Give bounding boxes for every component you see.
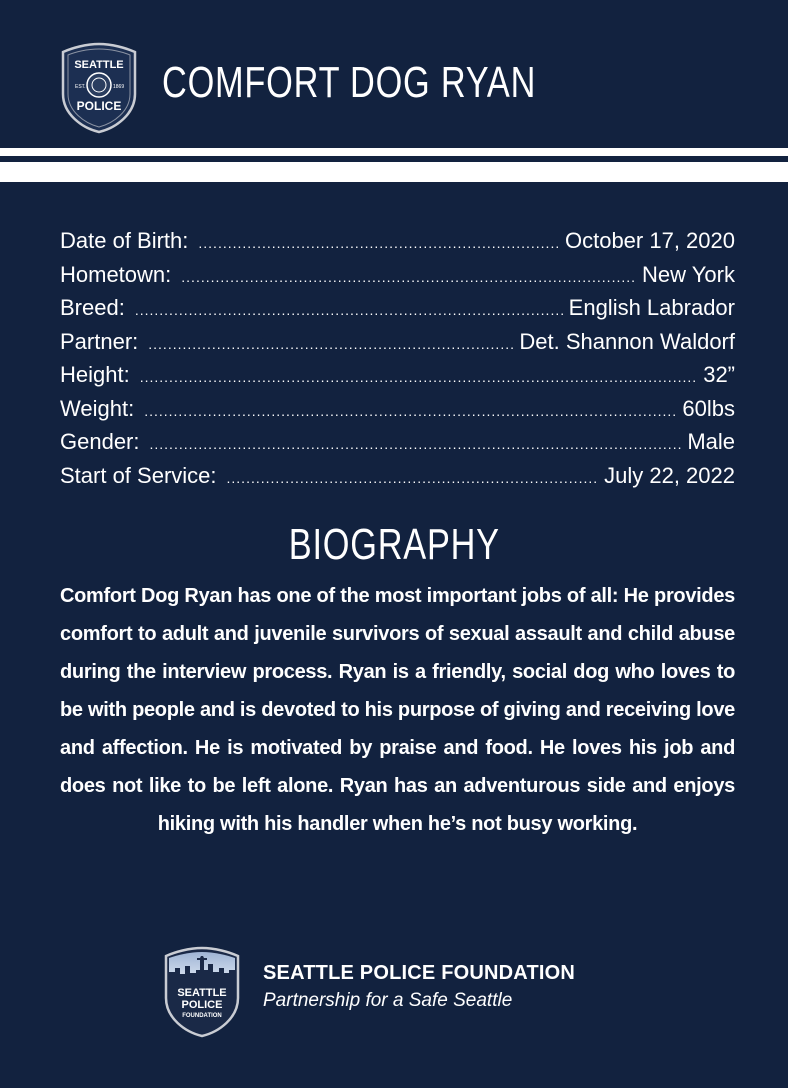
svg-text:POLICE: POLICE	[76, 99, 122, 113]
fact-row-gender	[60, 429, 735, 463]
fact-list	[60, 228, 735, 496]
svg-text:EST.: EST.	[75, 84, 86, 90]
dot-leader	[181, 269, 637, 285]
seattle-police-badge-icon	[60, 42, 138, 134]
biography-text: Comfort Dog Ryan has one of the most important jobs of all: He provides comfort to adult and juvenile survivors of sexual assault and child abuse during the interview process. Ryan is a friendly, social dog who loves to be with people and is devoted to his purpose of giving and receiving love and affection. He is motivated by praise and food. He loves his job and does not like to be left alone. Ryan has an adventurous side and enjoys hiking with his handler when he’s not busy working.	[60, 585, 735, 835]
seattle-police-foundation-logo-icon	[163, 946, 241, 1038]
dot-leader	[140, 369, 698, 385]
fact-row-weight	[60, 396, 735, 430]
foundation-name: SEATTLE POLICE FOUNDATION	[263, 962, 576, 984]
svg-text:SEATTLE: SEATTLE	[74, 59, 124, 71]
fact-value: 60lbs	[682, 395, 735, 421]
svg-text:FOUNDATION: FOUNDATION	[182, 1013, 222, 1019]
header	[0, 0, 788, 150]
header-divider-thick	[0, 162, 788, 182]
fact-row-start-of-service	[60, 463, 735, 497]
fact-label: Date of Birth:	[60, 228, 189, 253]
header-divider-thin	[0, 148, 788, 156]
fact-value: October 17, 2020	[564, 228, 735, 253]
svg-text:POLICE: POLICE	[181, 999, 223, 1011]
fact-label: Start of Service:	[60, 462, 217, 488]
fact-label: Gender:	[60, 429, 140, 454]
fact-value: July 22, 2022	[604, 462, 735, 488]
fact-value: Det. Shannon Waldorf	[519, 328, 735, 354]
fact-row-date-of-birth	[60, 228, 735, 262]
fact-row-breed	[60, 295, 735, 329]
fact-label: Height:	[60, 362, 130, 387]
foundation-tagline: Partnership for a Safe Seattle	[263, 990, 513, 1011]
svg-text:1869: 1869	[113, 84, 125, 90]
page-title: COMFORT DOG RYAN	[162, 58, 537, 107]
biography-heading	[0, 520, 788, 570]
fact-value: English Labrador	[568, 295, 735, 320]
svg-text:SEATTLE: SEATTLE	[177, 987, 227, 999]
dot-leader	[135, 302, 564, 318]
dot-leader	[144, 403, 677, 419]
fact-row-partner	[60, 329, 735, 363]
dot-leader	[198, 235, 560, 251]
fact-label: Partner:	[60, 328, 139, 354]
fact-row-height	[60, 362, 735, 396]
biography-heading-text: BIOGRAPHY	[288, 520, 500, 569]
fact-value: Male	[687, 429, 735, 454]
fact-row-hometown	[60, 262, 735, 296]
fact-label: Breed:	[60, 295, 125, 320]
dot-leader	[148, 336, 514, 352]
dot-leader	[227, 470, 600, 486]
fact-label: Hometown:	[60, 261, 172, 287]
fact-label: Weight:	[60, 395, 135, 421]
fact-value: 32”	[703, 362, 735, 387]
dot-leader	[150, 436, 683, 452]
fact-value: New York	[642, 261, 735, 287]
